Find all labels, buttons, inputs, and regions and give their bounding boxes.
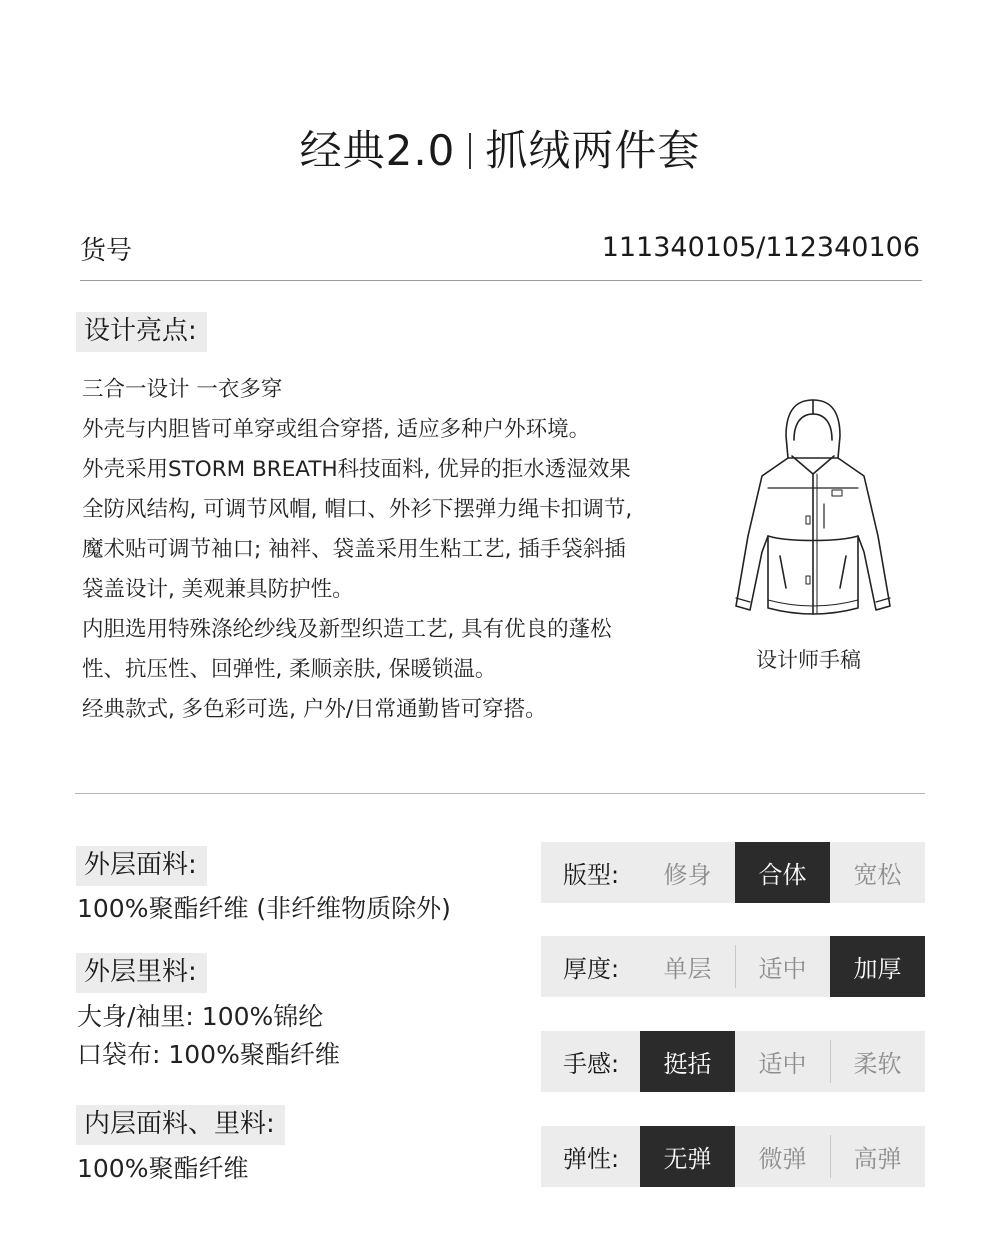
sku-value: 111340105/112340106 — [601, 232, 920, 263]
inner-material-tag: 内层面料、里料: — [76, 1105, 285, 1145]
outer-fabric-tag: 外层面料: — [76, 846, 207, 886]
title-divider — [469, 133, 471, 169]
attribute-label: 手感: — [563, 1050, 620, 1078]
design-description — [82, 370, 702, 730]
design-line: 经典款式, 多色彩可选, 户外/日常通勤皆可穿搭。 — [82, 697, 547, 722]
sku-label: 货号 — [80, 236, 133, 266]
design-line: 外壳与内胆皆可单穿或组合穿搭, 适应多种户外环境。 — [82, 417, 591, 442]
outer-lining-tag: 外层里料: — [76, 953, 207, 993]
inner-material-value: 100%聚酯纤维 — [77, 1154, 249, 1183]
design-line: 全防风结构, 可调节风帽, 帽口、外衫下摆弹力绳卡扣调节, — [82, 497, 633, 522]
hand-feel-attribute — [541, 1031, 925, 1092]
option-loose: 宽松 — [853, 861, 902, 889]
design-line: 袋盖设计, 美观兼具防护性。 — [82, 577, 354, 602]
thickness-attribute — [541, 936, 925, 997]
fit-attribute — [541, 842, 925, 903]
sketch-caption: 设计师手稿 — [756, 648, 861, 672]
design-line: 外壳采用STORM BREATH科技面料, 优异的拒水透湿效果 — [82, 457, 631, 482]
option-medium: 适中 — [735, 936, 830, 997]
title-product: 抓绒两件套 — [485, 126, 701, 175]
title-series: 经典2.0 — [299, 126, 456, 175]
option-slim: 修身 — [663, 861, 712, 889]
option-no-stretch: 无弹 — [640, 1126, 735, 1187]
option-thick: 加厚 — [830, 936, 925, 997]
attribute-label: 弹性: — [563, 1145, 620, 1173]
option-crisp: 挺括 — [640, 1031, 735, 1092]
outer-lining-value: 大身/袖里: 100%锦纶 — [77, 1002, 324, 1031]
design-line: 内胆选用特殊涤纶纱线及新型织造工艺, 具有优良的蓬松 — [82, 617, 612, 642]
design-highlights-tag: 设计亮点: — [76, 312, 207, 352]
design-line: 三合一设计 一衣多穿 — [82, 377, 283, 402]
attribute-label: 厚度: — [563, 955, 620, 983]
option-soft: 柔软 — [830, 1031, 925, 1092]
outer-fabric-value: 100%聚酯纤维 (非纤维物质除外) — [77, 894, 451, 923]
option-slight-stretch: 微弹 — [758, 1145, 807, 1173]
option-high-stretch: 高弹 — [830, 1126, 925, 1187]
divider — [80, 280, 922, 281]
page-title — [0, 118, 1000, 178]
outer-lining-pocket-value: 口袋布: 100%聚酯纤维 — [77, 1040, 340, 1069]
jacket-sketch-icon — [728, 396, 898, 624]
elasticity-attribute — [541, 1126, 925, 1187]
divider — [75, 793, 925, 794]
option-regular: 合体 — [735, 842, 830, 903]
attribute-label: 版型: — [563, 861, 620, 889]
option-single-layer: 单层 — [663, 955, 712, 983]
option-medium: 适中 — [758, 1050, 807, 1078]
design-line: 魔术贴可调节袖口; 袖袢、袋盖采用生粘工艺, 插手袋斜插 — [82, 537, 626, 562]
design-line: 性、抗压性、回弹性, 柔顺亲肤, 保暖锁温。 — [82, 657, 497, 682]
